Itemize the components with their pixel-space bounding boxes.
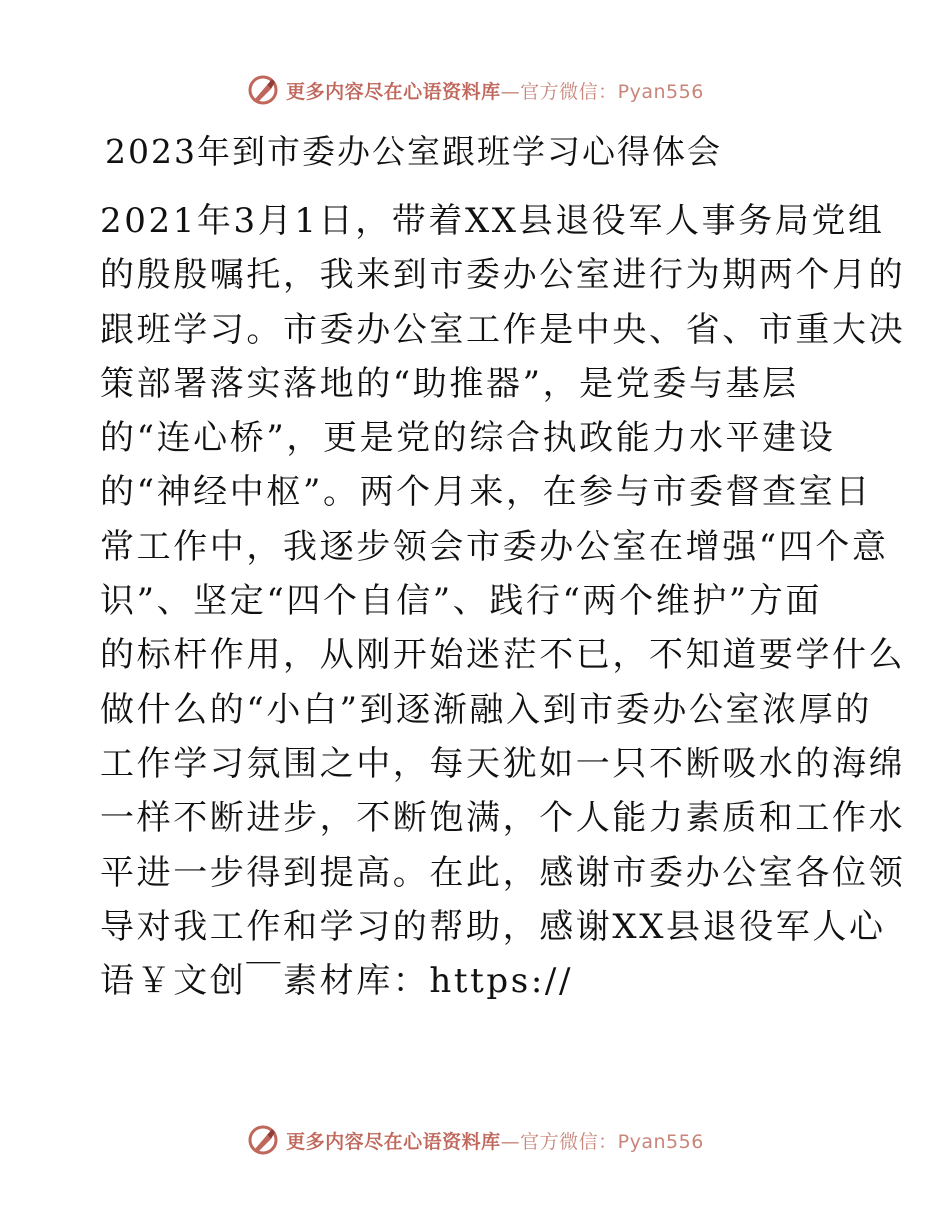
watermark-text xyxy=(286,77,704,104)
watermark-contact: 官方微信：Pyan556 xyxy=(520,80,704,103)
body-text-line: 做什么的“小白”到逐渐融入到市委办公室浓厚的 xyxy=(100,689,872,730)
watermark-main-text: 更多内容尽在心语资料库 xyxy=(286,1130,501,1153)
document-title: 2023年到市委办公室跟班学习心得体会 xyxy=(105,132,722,171)
body-text-line: 的“神经中枢”。两个月来，在参与市委督查室日 xyxy=(100,472,872,513)
pen-logo-icon xyxy=(246,73,280,107)
watermark-main-text: 更多内容尽在心语资料库 xyxy=(286,80,501,103)
body-text-line: 一样不断进步，不断饱满，个人能力素质和工作水 xyxy=(100,798,906,839)
watermark-banner-top xyxy=(0,70,950,110)
watermark-contact: 官方微信：Pyan556 xyxy=(520,1130,704,1153)
body-text-line: 2021年3月1日，带着XX县退役军人事务局党组 xyxy=(100,201,885,241)
watermark-dash: — xyxy=(500,1130,521,1153)
body-text-line: 语￥文创￣素材库：https:// xyxy=(100,961,574,1002)
body-text-line: 工作学习氛围之中，每天犹如一只不断吸水的海绵 xyxy=(100,743,906,784)
body-text-line: 导对我工作和学习的帮助，感谢XX县退役军人心 xyxy=(100,906,886,947)
watermark-dash: — xyxy=(500,80,521,103)
document-body xyxy=(100,194,906,1008)
body-text-line: 策部署落实落地的“助推器”，是党委与基层 xyxy=(100,363,799,404)
body-text-line: 的殷殷嘱托，我来到市委办公室进行为期两个月的 xyxy=(100,255,906,296)
body-text-line: 的标杆作用，从刚开始迷茫不已，不知道要学什么 xyxy=(100,635,906,676)
body-text-line: 跟班学习。市委办公室工作是中央、省、市重大决 xyxy=(100,309,906,350)
body-text-line: 识”、坚定“四个自信”、践行“两个维护”方面 xyxy=(100,581,823,622)
body-text-line: 平进一步得到提高。在此，感谢市委办公室各位领 xyxy=(100,852,906,893)
watermark-banner-bottom xyxy=(0,1120,950,1160)
watermark-text xyxy=(286,1127,704,1154)
pen-logo-icon xyxy=(246,1123,280,1157)
body-text-line: 常工作中，我逐步领会市委办公室在增强“四个意 xyxy=(100,526,889,567)
body-text-line: 的“连心桥”，更是党的综合执政能力水平建设 xyxy=(100,418,836,459)
